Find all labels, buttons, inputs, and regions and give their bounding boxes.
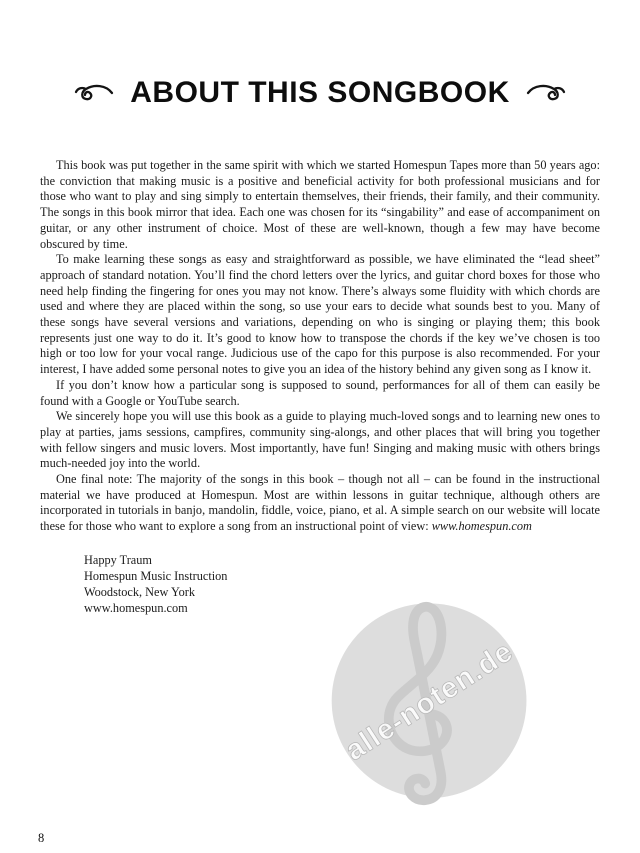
signature-block: [84, 552, 600, 616]
paragraph-2: To make learning these songs as easy and straightforward as possible, we have eliminated the “lead sheet” approach of standard notation. You’ll find the chord letters over the lyrics, and guitar chord boxes for those who need help finding the fingering for ones you may not know. There’s always some fluidity with which chords are used and where they are placed within the song, so use your ears to decide what sounds best to you. Many of these songs have several versions and variations, depending on who is singing or playing them; this book represents just one way to do it. It’s good to know how to transpose the chords if the key we’ve chosen is too high or too low for your vocal range. Judicious use of the capo for this purpose is also recommended. For your interest, I have added some personal notes to give you an idea of the history behind any given song as I know it.: [40, 252, 600, 377]
signature-location: Woodstock, New York: [84, 584, 196, 599]
page-header: [0, 76, 640, 110]
flourish-right-icon: [526, 83, 566, 103]
signature-organization: Homespun Music Instruction: [84, 568, 228, 583]
final-note-text: One final note: The majority of the songs in this book – though not all – can be found in the instructional material we have produced at Homespun. Most are within lessons in guitar technique, although others are incorporated in tutorials in banjo, mandolin, fiddle, voice, piano, et al. A simple search on our website will locate these for those who want to explore a song from an instructional point of view:: [40, 472, 600, 534]
paragraph-5: [40, 472, 600, 535]
paragraph-3: If you don’t know how a particular song is supposed to sound, performances for all of them can easily be found with a Google or YouTube search.: [40, 377, 600, 408]
paragraph-4: We sincerely hope you will use this book as a guide to playing much-loved songs and to learning new ones to play at parties, jams sessions, campfires, community sing-alongs, and other places that will bring you together with fellow singers and music lovers. Most importantly, have fun! Singing and making music with others brings much-needed joy into the world.: [40, 409, 600, 471]
signature-url: www.homespun.com: [84, 600, 188, 615]
signature-name: Happy Traum: [84, 552, 152, 567]
paragraph-1: This book was put together in the same spirit with which we started Homespun Tapes more than 50 years ago: the conviction that making music is a positive and beneficial activity for both professional musicians and for those who want to play and sing simply to entertain themselves, their friends, their family, and their community. The songs in this book mirror that idea. Each one was chosen for its “singability” and ease of accompaniment on guitar, or any other instrument of choice. Most of these are well-known, though a few may have become obscured by time.: [40, 158, 600, 251]
page-number: 8: [38, 831, 45, 845]
page-title: ABOUT THIS SONGBOOK: [130, 76, 510, 109]
watermark-text: alle-noten.de: [339, 635, 520, 768]
homespun-url-inline: www.homespun.com: [431, 519, 532, 534]
body-text: [40, 158, 600, 616]
flourish-left-icon: [74, 83, 114, 103]
